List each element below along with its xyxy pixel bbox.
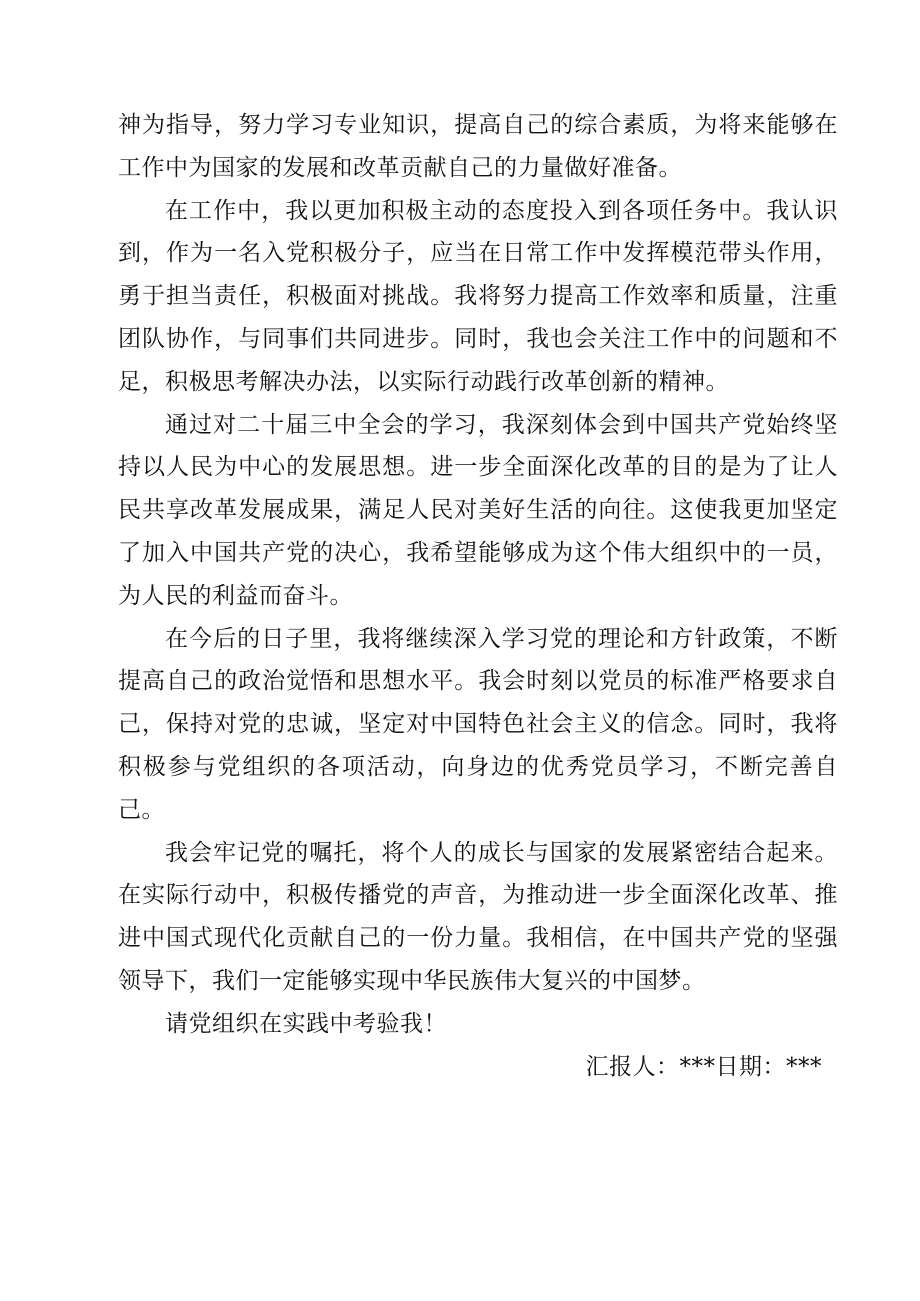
paragraph-continuation: 神为指导，努力学习专业知识，提高自己的综合素质，为将来能够在工作中为国家的发展和改革贡献自己的力量做好准备。	[118, 112, 838, 181]
paragraph-work: 在工作中，我以更加积极主动的态度投入到各项任务中。我认识到，作为一名入党积极分子，应当在日常工作中发挥模范带头作用，勇于担当责任，积极面对挑战。我将努力提高工作效率和质量，注重团队协作，与同事们共同进步。同时，我也会关注工作中的问题和不足，积极思考解决办法，以实际行动践行改革创新的精神。	[118, 197, 838, 395]
paragraph-closing: 请党组织在实践中考验我！	[165, 1010, 447, 1037]
paragraph-future: 在今后的日子里，我将继续深入学习党的理论和方针政策，不断提高自己的政治觉悟和思想水平。我会时刻以党员的标准严格要求自己，保持对党的忠诚，坚定对中国特色社会主义的信念。同时，我将积极参与党组织的各项活动，向身边的优秀党员学习，不断完善自己。	[118, 625, 838, 823]
signature-line: 汇报人：***日期：***	[585, 1053, 822, 1080]
document-page	[118, 104, 838, 1088]
paragraph-study: 通过对二十届三中全会的学习，我深刻体会到中国共产党始终坚持以人民为中心的发展思想。进一步全面深化改革的目的是为了让人民共享改革发展成果，满足人民对美好生活的向往。这使我更加坚定了加入中国共产党的决心，我希望能够成为这个伟大组织中的一员，为人民的利益而奋斗。	[118, 411, 838, 609]
paragraph-commitment: 我会牢记党的嘱托，将个人的成长与国家的发展紧密结合起来。在实际行动中，积极传播党的声音，为推动进一步全面深化改革、推进中国式现代化贡献自己的一份力量。我相信，在中国共产党的坚强领导下，我们一定能够实现中华民族伟大复兴的中国梦。	[118, 839, 838, 994]
